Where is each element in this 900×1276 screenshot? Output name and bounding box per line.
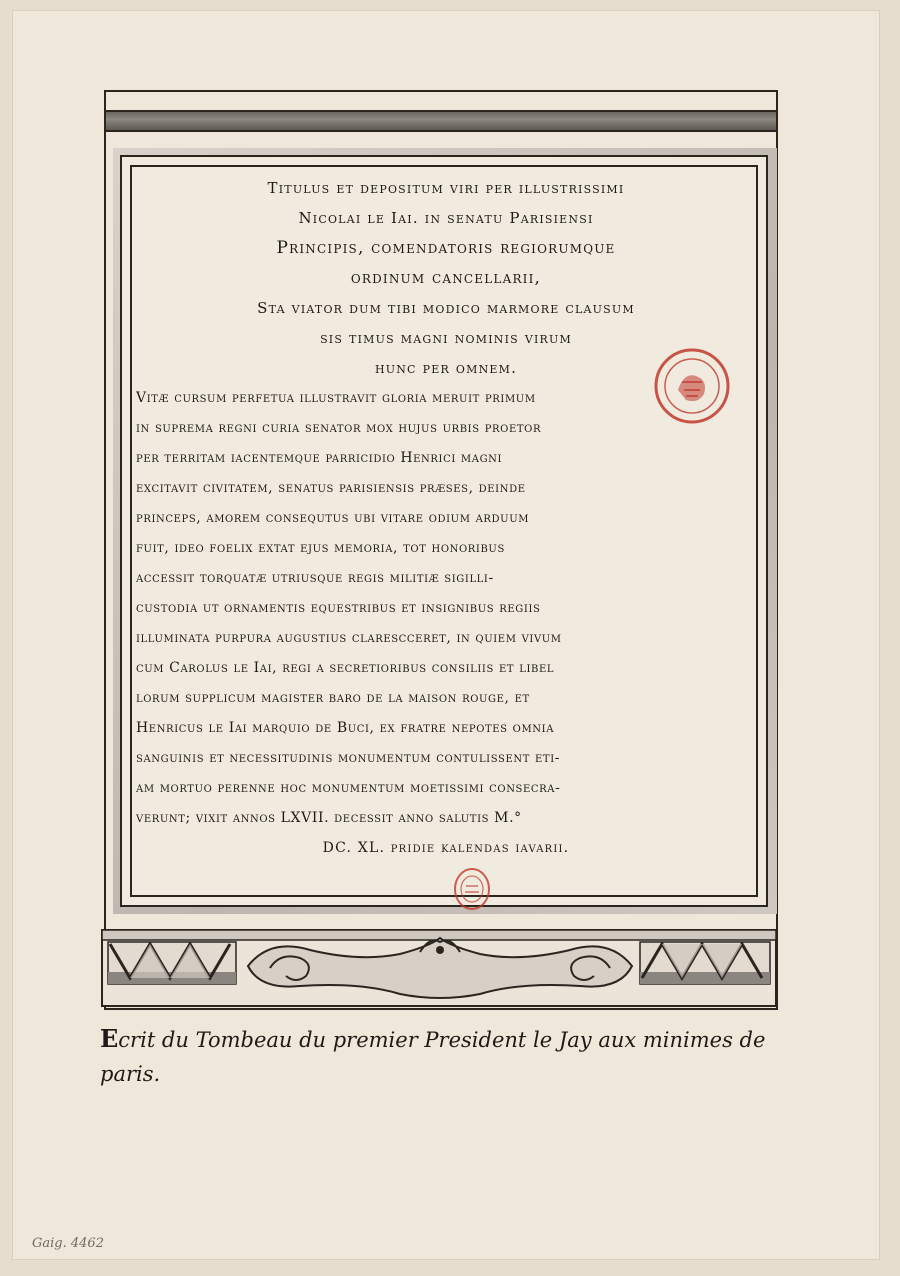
inscription-body-line: fuit, ideo foelix extat ejus memoria, tot honoribus: [136, 540, 505, 556]
inscription-heading-line: sis timus magni nominis virum: [320, 329, 572, 347]
small-library-stamp-icon: [452, 866, 492, 912]
inscription-body-line: princeps, amorem consequtus ubi vitare odium arduum: [136, 510, 530, 526]
inscription-heading-line: ordinum cancellarii,: [350, 268, 542, 288]
inscription-body-line: accessit torquatæ utriusque regis militiæ sigilli-: [136, 570, 494, 586]
inscription-body-line: verunt; vixit annos LXVII. decessit anno salutis M.°: [136, 810, 522, 826]
inscription-body-line: sanguinis et necessitudinis monumentum contulissent eti-: [136, 750, 561, 766]
monument-cornice: [106, 110, 776, 132]
drawing-caption: [100, 1022, 800, 1091]
inscription-tablet: [120, 155, 768, 907]
monument-plinth: [100, 928, 778, 1008]
inscription-body-line: cum Carolus le Iai, regi a secretioribus consiliis et libel: [136, 660, 555, 676]
caption-line-2: paris.: [100, 1062, 161, 1086]
inscription-heading-line: hunc per omnem.: [374, 359, 518, 377]
inscription-heading-line: Principis, comendatoris regiorumque: [276, 238, 616, 258]
inscription-body-line: illuminata purpura augustius clarescceret, in quiem vivum: [136, 630, 562, 646]
shelfmark-label: Gaig. 4462: [32, 1236, 104, 1251]
inscription-body-line: excitavit civitatem, senatus parisiensis præses, deinde: [136, 480, 526, 496]
library-stamp-icon: [652, 346, 732, 426]
inscription-body-line: lorum supplicum magister baro de la maison rouge, et: [136, 690, 530, 706]
caption-line-1: crit du Tombeau du premier President le Jay aux minimes de: [118, 1028, 766, 1052]
inscription-body-line: am mortuo perenne hoc monumentum moetissimi consecra-: [136, 780, 561, 796]
inscription-heading-line: Nicolai le Iai. in senatu Parisiensi: [298, 209, 594, 227]
inscription-body-line: Henricus le Iai marquio de Buci, ex fratre nepotes omnia: [136, 720, 555, 736]
inscription-text: [136, 173, 756, 863]
right-zigzag-ornament: [640, 942, 770, 984]
inscription-body-line: per territam iacentemque parricidio Henrici magni: [136, 450, 503, 466]
inscription-last-line: DC. XL. pridie kalendas iavarii.: [322, 840, 570, 856]
caption-initial: E: [100, 1024, 119, 1053]
inscription-body-line: Vitæ cursum perfetua illustravit gloria meruit primum: [136, 390, 536, 406]
inscription-body-line: in suprema regni curia senator mox hujus urbis proetor: [136, 420, 542, 436]
inscription-body-line: custodia ut ornamentis equestribus et insignibus regiis: [136, 600, 541, 616]
left-zigzag-ornament: [108, 942, 236, 984]
inscription-heading-line: Titulus et depositum viri per illustrissimi: [267, 179, 625, 197]
inscription-heading-line: Sta viator dum tibi modico marmore clausum: [257, 299, 635, 317]
